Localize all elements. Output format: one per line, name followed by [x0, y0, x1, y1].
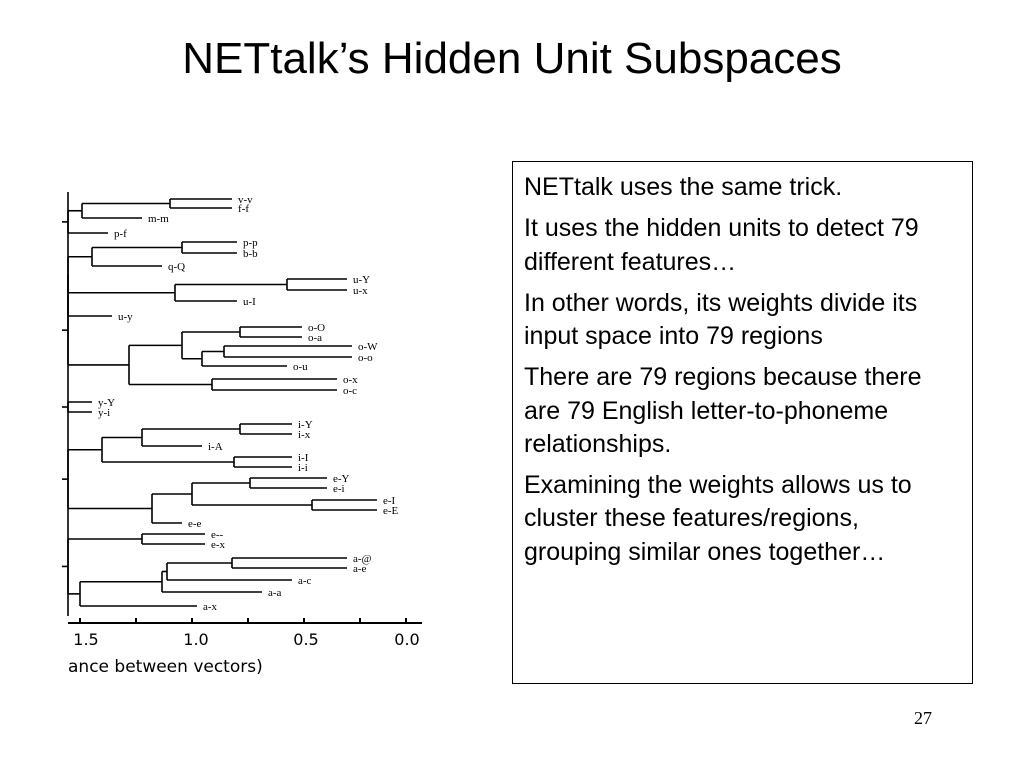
leaf-label: f-f — [238, 203, 249, 215]
paragraph-1: NETtalk uses the same trick. — [524, 173, 843, 201]
leaf-label: i-x — [298, 429, 311, 441]
leaf-label: a-e — [353, 563, 367, 575]
leaf-label: a-a — [268, 587, 282, 599]
leaf-label: u-Y — [353, 274, 371, 286]
leaf-label: a-c — [298, 575, 312, 587]
dendrogram-svg — [62, 188, 442, 683]
axis-tick-0.0: 0.0 — [394, 630, 420, 649]
slide-title: NETtalk’s Hidden Unit Subspaces — [182, 34, 842, 83]
leaf-label: u-I — [243, 296, 256, 308]
axis-label: ance between vectors) — [68, 657, 263, 677]
leaf-label: o-o — [358, 352, 373, 364]
leaf-label: o-W — [358, 341, 378, 353]
leaf-label: e-Y — [333, 473, 350, 485]
axis-tick-1.5: 1.5 — [73, 630, 99, 649]
paragraph-2: It uses the hidden units to detect 79 different features… — [524, 214, 919, 276]
paragraph-5: Examining the weights allows us to cluster these features/regions, grouping similar ones together… — [524, 471, 912, 566]
paragraph-4: There are 79 regions because there are 79 English letter-to-phoneme relationships. — [524, 363, 922, 458]
leaf-label: y-Y — [98, 397, 116, 409]
page-number: 27 — [914, 708, 932, 728]
axis-tick-1.0: 1.0 — [183, 630, 209, 649]
leaf-label: e-- — [211, 529, 224, 541]
leaf-label: v-v — [238, 194, 253, 206]
leaf-label: e-E — [383, 505, 399, 517]
leaf-label: o-a — [308, 332, 323, 344]
leaf-label: i-i — [298, 462, 308, 474]
leaf-label: b-b — [243, 248, 258, 260]
leaf-label: y-i — [98, 407, 111, 419]
leaf-label: o-x — [343, 374, 358, 386]
leaf-label: e-i — [333, 483, 345, 495]
leaf-label: m-m — [148, 213, 169, 225]
leaf-label: u-x — [353, 285, 368, 297]
dendrogram-leaf-labels — [98, 194, 399, 613]
leaf-label: q-Q — [168, 261, 186, 273]
dendrogram — [62, 188, 442, 683]
leaf-label: e-e — [188, 518, 202, 530]
paragraph-3: In other words, its weights divide its input space into 79 regions — [524, 288, 918, 350]
leaf-label: o-c — [343, 385, 358, 397]
leaf-label: i-I — [298, 452, 309, 464]
leaf-label: a-@ — [353, 553, 372, 565]
leaf-label: e-I — [383, 495, 396, 507]
leaf-label: o-O — [308, 322, 326, 334]
leaf-label: a-x — [203, 601, 218, 613]
leaf-label: i-Y — [298, 419, 313, 431]
leaf-label: p-p — [243, 237, 258, 249]
leaf-label: p-f — [114, 228, 127, 240]
explanation-textbox — [512, 161, 973, 684]
leaf-label: i-A — [208, 441, 223, 453]
leaf-label: e-x — [211, 539, 226, 551]
leaf-label: o-u — [293, 361, 308, 373]
leaf-label: u-y — [118, 311, 133, 323]
axis-tick-0.5: 0.5 — [293, 630, 319, 649]
